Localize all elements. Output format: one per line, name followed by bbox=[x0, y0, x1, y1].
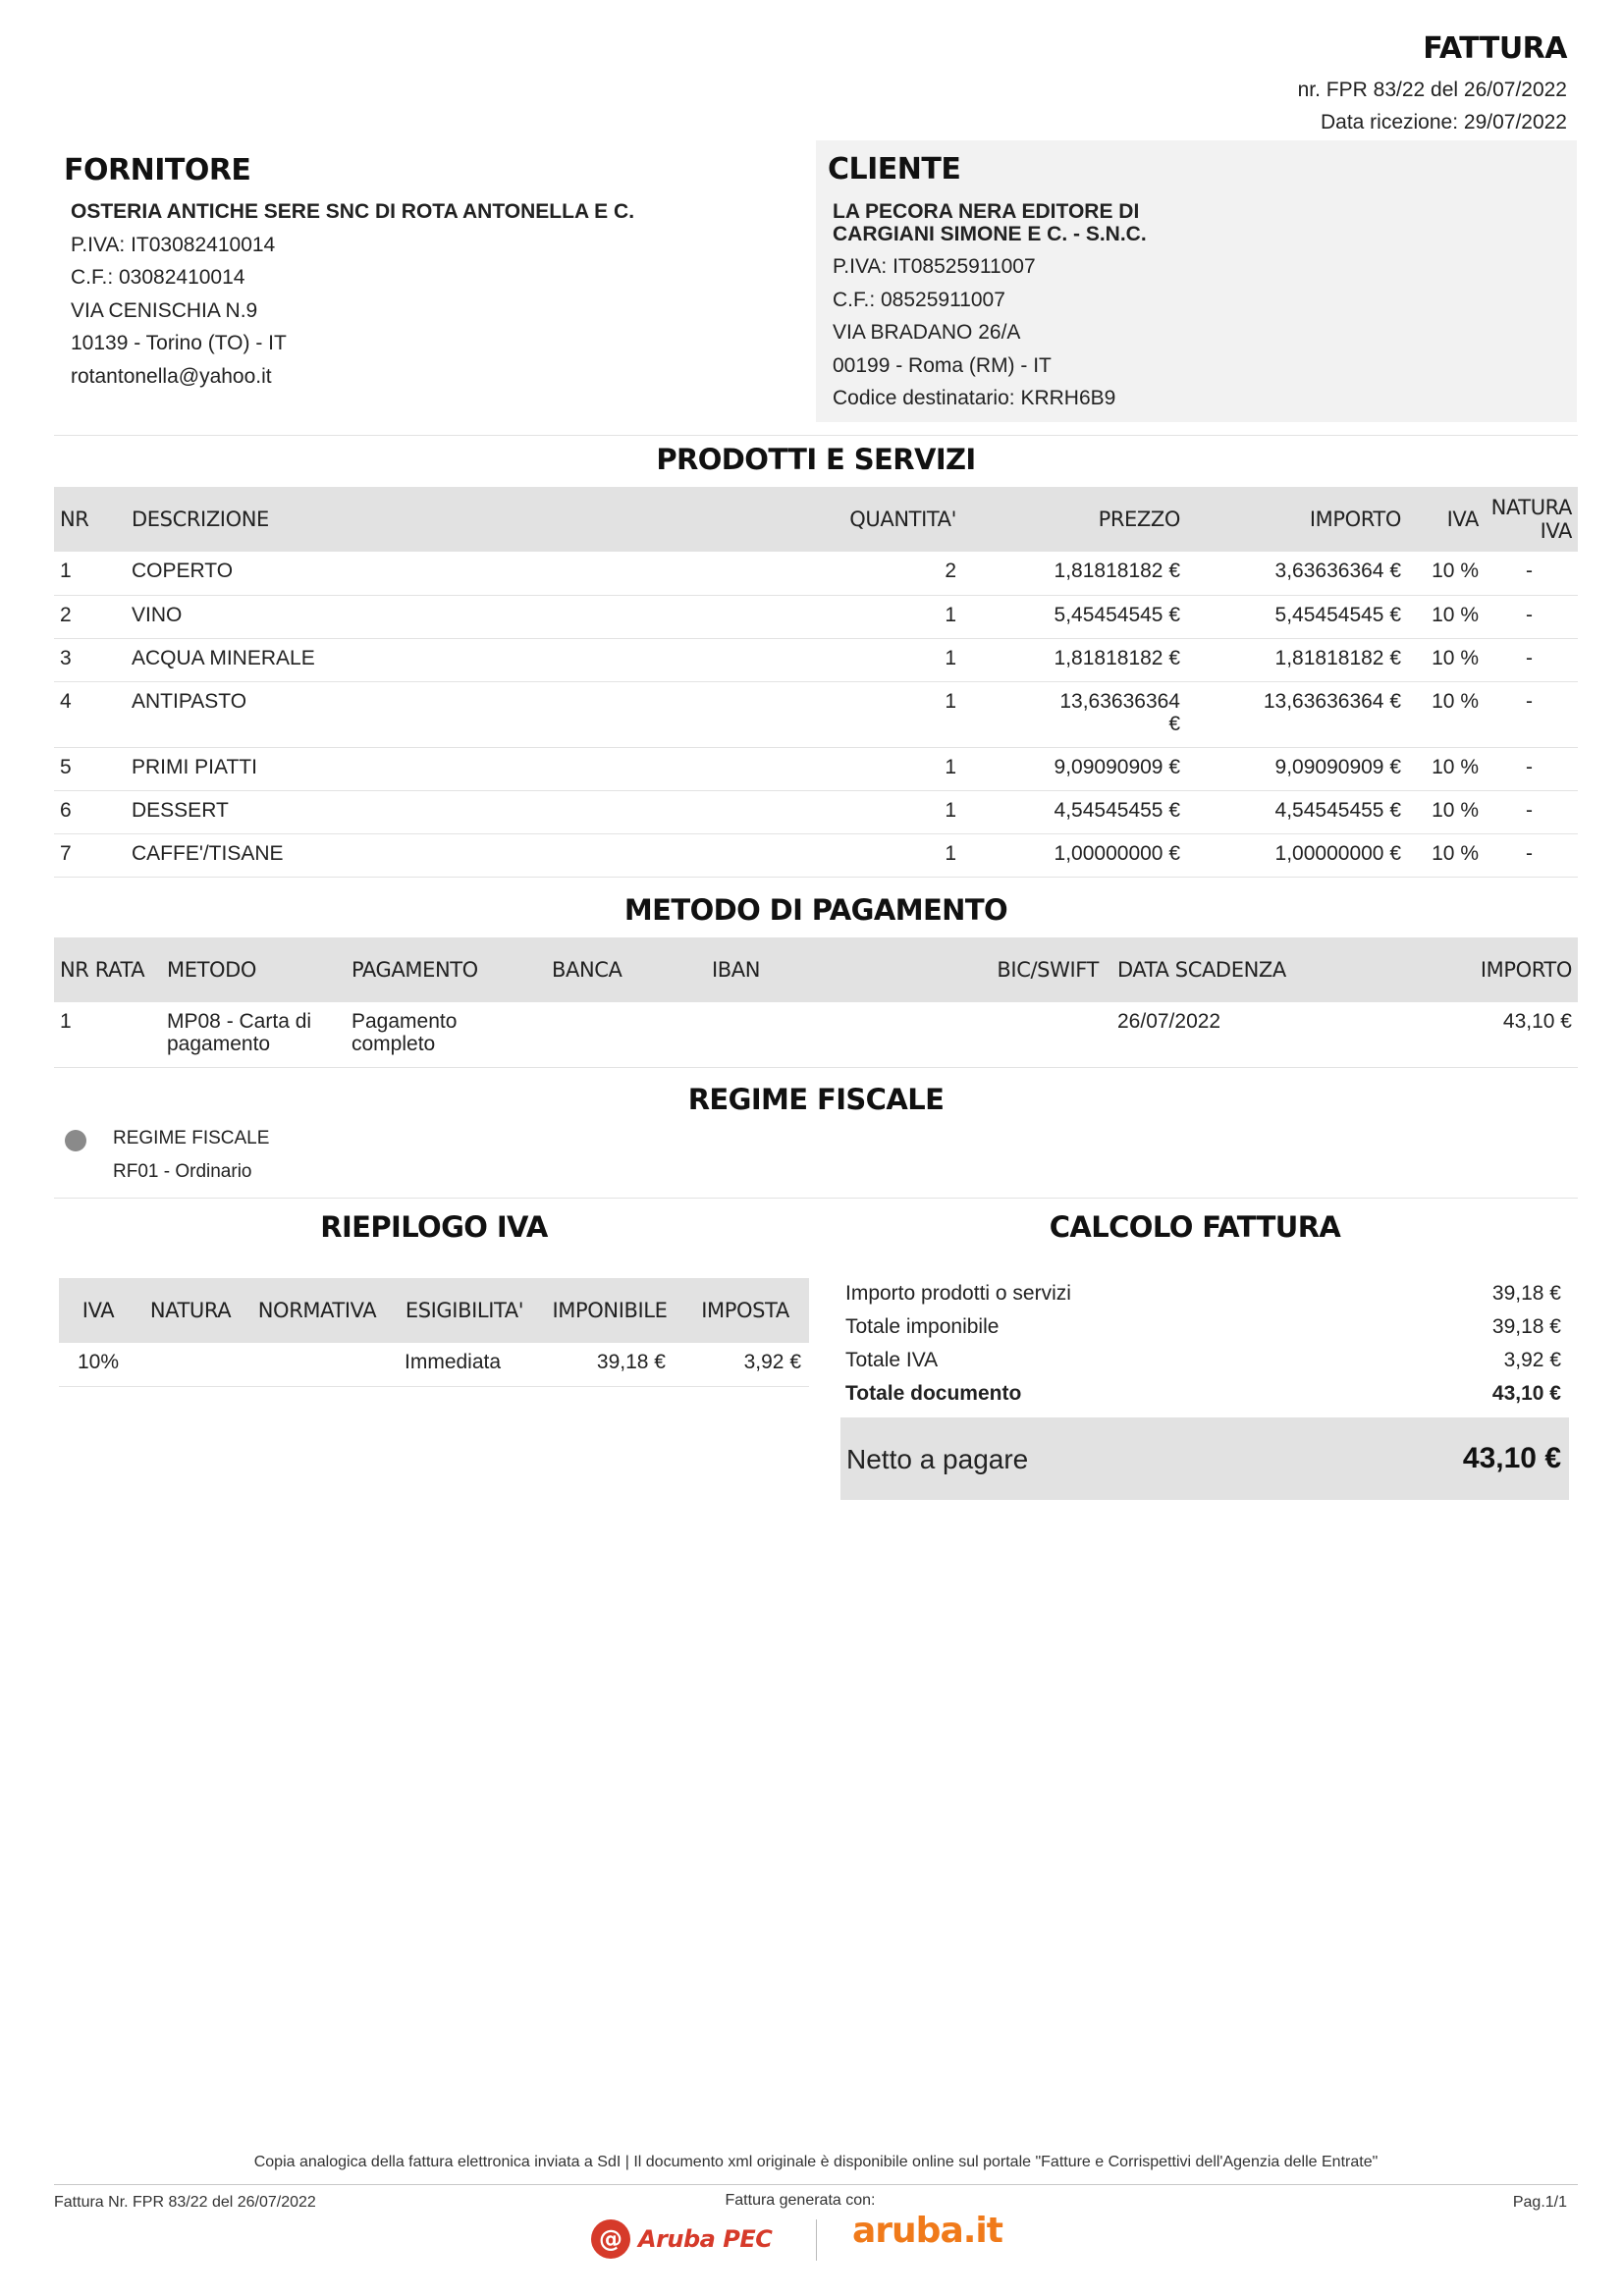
supplier-heading: FORNITORE bbox=[64, 153, 251, 187]
invoice-received-date: Data ricezione: 29/07/2022 bbox=[1320, 111, 1567, 133]
cell-nature: - bbox=[1526, 689, 1533, 713]
fiscal-regime-heading: REGIME FISCALE bbox=[687, 1083, 945, 1116]
footer-invoice-ref: Fattura Nr. FPR 83/22 del 26/07/2022 bbox=[54, 2194, 316, 2211]
col-installment: NR RATA bbox=[60, 958, 145, 982]
table-row bbox=[54, 790, 1578, 833]
supplier-city: 10139 - Torino (TO) - IT bbox=[71, 332, 287, 354]
net-to-pay-label: Netto a pagare bbox=[846, 1444, 1029, 1474]
cell-description: DESSERT bbox=[132, 798, 229, 822]
cell-nr: 7 bbox=[60, 841, 72, 865]
calc-line bbox=[840, 1276, 1569, 1309]
cell-bic bbox=[937, 1002, 1116, 1067]
supplier-piva: P.IVA: IT03082410014 bbox=[71, 234, 276, 256]
client-block bbox=[816, 140, 1577, 422]
pec-at-icon bbox=[589, 2217, 632, 2261]
client-name-line1: LA PECORA NERA EDITORE DI bbox=[833, 200, 1140, 223]
products-heading: PRODOTTI E SERVIZI bbox=[656, 443, 976, 476]
calc-line bbox=[840, 1309, 1569, 1343]
table-row bbox=[54, 681, 1578, 747]
col-due-date: DATA SCADENZA bbox=[1117, 958, 1286, 982]
cell-nature: - bbox=[1526, 603, 1533, 626]
cell-price: 1,81818182 € bbox=[1054, 560, 1180, 582]
client-heading: CLIENTE bbox=[828, 152, 961, 187]
cell-quantity: 2 bbox=[945, 560, 956, 582]
footer-page-number: Pag.1/1 bbox=[1512, 2194, 1567, 2211]
cell-vat: 10 % bbox=[1432, 755, 1479, 778]
divider bbox=[54, 435, 1578, 436]
cell-amount: 3,63636364 € bbox=[1274, 560, 1401, 582]
cell-vat: 10 % bbox=[1432, 841, 1479, 865]
calc-label: Totale imponibile bbox=[845, 1315, 1000, 1338]
col-nr: NR bbox=[60, 507, 89, 531]
footer-generated-with: Fattura generata con: bbox=[725, 2192, 876, 2209]
cell-amount: 1,81818182 € bbox=[1274, 646, 1401, 669]
cell-quantity: 1 bbox=[945, 689, 956, 713]
vat-summary-heading: RIEPILOGO IVA bbox=[320, 1210, 548, 1244]
cell-vat: 10 % bbox=[1432, 798, 1479, 822]
calc-value: 39,18 € bbox=[1491, 1315, 1561, 1338]
cell-taxable: 39,18 € bbox=[596, 1351, 666, 1373]
cell-nature: - bbox=[1526, 755, 1533, 778]
cell-price: 4,54545455 € bbox=[1054, 798, 1180, 822]
invoice-title: FATTURA bbox=[1423, 31, 1567, 66]
client-recipient-code: Codice destinatario: KRRH6B9 bbox=[833, 387, 1116, 409]
cell-price: 1,81818182 € bbox=[1054, 646, 1180, 669]
cell-description: PRIMI PIATTI bbox=[132, 755, 257, 778]
cell-price: 5,45454545 € bbox=[1054, 603, 1180, 626]
cell-amount: 4,54545455 € bbox=[1274, 798, 1401, 822]
col-iban: IBAN bbox=[712, 958, 761, 982]
cell-payment-amount: 43,10 € bbox=[1502, 1010, 1572, 1033]
payment-table bbox=[54, 937, 1578, 1068]
cell-price: 9,09090909 € bbox=[1054, 755, 1180, 778]
col-rule: NORMATIVA bbox=[257, 1299, 377, 1322]
cell-description: ANTIPASTO bbox=[132, 689, 247, 713]
cell-quantity: 1 bbox=[945, 798, 956, 822]
col-amount: IMPORTO bbox=[1309, 507, 1401, 531]
client-city: 00199 - Roma (RM) - IT bbox=[833, 354, 1052, 377]
cell-description: COPERTO bbox=[132, 560, 234, 582]
cell-amount: 9,09090909 € bbox=[1274, 755, 1401, 778]
cell-description: ACQUA MINERALE bbox=[132, 646, 315, 669]
cell-quantity: 1 bbox=[945, 646, 956, 669]
total-document-label: Totale documento bbox=[845, 1382, 1022, 1405]
cell-price: 13,63636364 € bbox=[1059, 689, 1180, 735]
col-bank: BANCA bbox=[552, 958, 622, 982]
col-price: PREZZO bbox=[1098, 507, 1180, 531]
net-to-pay-box bbox=[840, 1417, 1569, 1500]
supplier-name: OSTERIA ANTICHE SERE SNC DI ROTA ANTONELLA E C. bbox=[71, 200, 635, 223]
col-bic: BIC/SWIFT bbox=[997, 958, 1099, 982]
client-address: VIA BRADANO 26/A bbox=[833, 321, 1021, 344]
calc-total-line bbox=[840, 1376, 1569, 1410]
cell-amount: 5,45454545 € bbox=[1274, 603, 1401, 626]
client-piva: P.IVA: IT08525911007 bbox=[833, 255, 1036, 278]
cell-payment: Pagamento completo bbox=[352, 1010, 458, 1055]
col-vat: IVA bbox=[1446, 507, 1479, 531]
cell-method: MP08 - Carta di pagamento bbox=[167, 1010, 312, 1055]
client-cf: C.F.: 08525911007 bbox=[833, 289, 1005, 311]
supplier-address: VIA CENISCHIA N.9 bbox=[71, 299, 258, 322]
payment-heading: METODO DI PAGAMENTO bbox=[623, 893, 1008, 927]
col-vat-nature: NATURA IVA bbox=[1490, 496, 1572, 543]
cell-nature: - bbox=[1526, 841, 1533, 865]
client-name-line2: CARGIANI SIMONE E C. - S.N.C. bbox=[833, 223, 1147, 245]
cell-description: VINO bbox=[132, 603, 183, 626]
supplier-block bbox=[54, 147, 800, 422]
vat-summary-table bbox=[59, 1278, 809, 1387]
invoice-calc-heading: CALCOLO FATTURA bbox=[1049, 1210, 1341, 1244]
table-row bbox=[54, 595, 1578, 638]
calc-label: Totale IVA bbox=[845, 1349, 939, 1371]
cell-tax: 3,92 € bbox=[743, 1351, 801, 1373]
table-row bbox=[59, 1343, 809, 1386]
svg-text:@: @ bbox=[599, 2225, 622, 2253]
footer-disclaimer: Copia analogica della fattura elettronica inviata a SdI | Il documento xml originale è disponibile online sul portale "Fatture e Corrispettivi dell'Agenzia delle Entrate" bbox=[253, 2154, 1379, 2170]
cell-nr: 2 bbox=[60, 603, 72, 626]
cell-installment: 1 bbox=[60, 1010, 72, 1033]
cell-quantity: 1 bbox=[945, 603, 956, 626]
cell-due-date: 26/07/2022 bbox=[1117, 1010, 1221, 1033]
cell-bank bbox=[551, 1002, 711, 1067]
cell-vat: 10 % bbox=[1432, 603, 1479, 626]
calc-label: Importo prodotti o servizi bbox=[845, 1282, 1071, 1305]
cell-nr: 3 bbox=[60, 646, 72, 669]
cell-nr: 1 bbox=[60, 560, 72, 582]
cell-chargeability: Immediata bbox=[405, 1351, 502, 1373]
col-tax: IMPOSTA bbox=[701, 1299, 789, 1322]
cell-amount: 1,00000000 € bbox=[1274, 841, 1401, 865]
supplier-email: rotantonella@yahoo.it bbox=[71, 365, 272, 388]
table-row bbox=[54, 1002, 1578, 1067]
cell-nature: - bbox=[1526, 798, 1533, 822]
aruba-it-text: aruba.it bbox=[852, 2211, 1002, 2251]
table-row bbox=[54, 638, 1578, 681]
logo-separator bbox=[816, 2219, 817, 2261]
calc-value: 39,18 € bbox=[1491, 1282, 1561, 1305]
table-row bbox=[54, 747, 1578, 790]
cell-nr: 4 bbox=[60, 689, 72, 713]
col-nature: NATURA bbox=[149, 1299, 232, 1322]
cell-nature bbox=[137, 1343, 243, 1386]
col-taxable: IMPONIBILE bbox=[552, 1299, 668, 1322]
calc-line bbox=[840, 1343, 1569, 1376]
cell-iban bbox=[711, 1002, 937, 1067]
total-document-value: 43,10 € bbox=[1491, 1382, 1561, 1405]
col-description: DESCRIZIONE bbox=[132, 507, 269, 531]
cell-vat: 10 % bbox=[1432, 560, 1479, 582]
cell-vat: 10 % bbox=[1432, 646, 1479, 669]
cell-nature: - bbox=[1526, 646, 1533, 669]
cell-nr: 5 bbox=[60, 755, 72, 778]
fiscal-regime-label: REGIME FISCALE bbox=[113, 1128, 270, 1148]
col-payment: PAGAMENTO bbox=[352, 958, 478, 982]
cell-vat-rate: 10% bbox=[77, 1351, 120, 1373]
bullet-icon bbox=[65, 1130, 86, 1151]
col-payment-amount: IMPORTO bbox=[1480, 958, 1572, 982]
col-vat-rate: IVA bbox=[81, 1299, 115, 1322]
cell-rule bbox=[243, 1343, 391, 1386]
aruba-pec-text: Aruba PEC bbox=[638, 2225, 773, 2253]
col-method: METODO bbox=[167, 958, 257, 982]
products-table bbox=[54, 487, 1578, 878]
invoice-calc-block bbox=[840, 1276, 1569, 1500]
cell-nr: 6 bbox=[60, 798, 72, 822]
table-row bbox=[54, 552, 1578, 595]
invoice-number: nr. FPR 83/22 del 26/07/2022 bbox=[1297, 79, 1567, 101]
cell-amount: 13,63636364 € bbox=[1263, 689, 1401, 713]
aruba-it-logo[interactable] bbox=[852, 2211, 1002, 2251]
calc-value: 3,92 € bbox=[1503, 1349, 1561, 1371]
cell-quantity: 1 bbox=[945, 755, 956, 778]
aruba-pec-logo[interactable] bbox=[589, 2217, 785, 2261]
supplier-cf: C.F.: 03082410014 bbox=[71, 266, 245, 289]
cell-vat: 10 % bbox=[1432, 689, 1479, 713]
table-row bbox=[54, 833, 1578, 877]
cell-description: CAFFE'/TISANE bbox=[132, 841, 284, 865]
cell-price: 1,00000000 € bbox=[1054, 841, 1180, 865]
cell-quantity: 1 bbox=[945, 841, 956, 865]
footer-divider bbox=[54, 2184, 1578, 2185]
divider bbox=[54, 1198, 1578, 1199]
fiscal-regime-value: RF01 - Ordinario bbox=[113, 1161, 252, 1182]
net-to-pay-value: 43,10 € bbox=[1462, 1442, 1561, 1474]
col-quantity: QUANTITA' bbox=[849, 507, 956, 531]
cell-nature: - bbox=[1526, 560, 1533, 582]
col-chargeability: ESIGIBILITA' bbox=[405, 1299, 524, 1322]
